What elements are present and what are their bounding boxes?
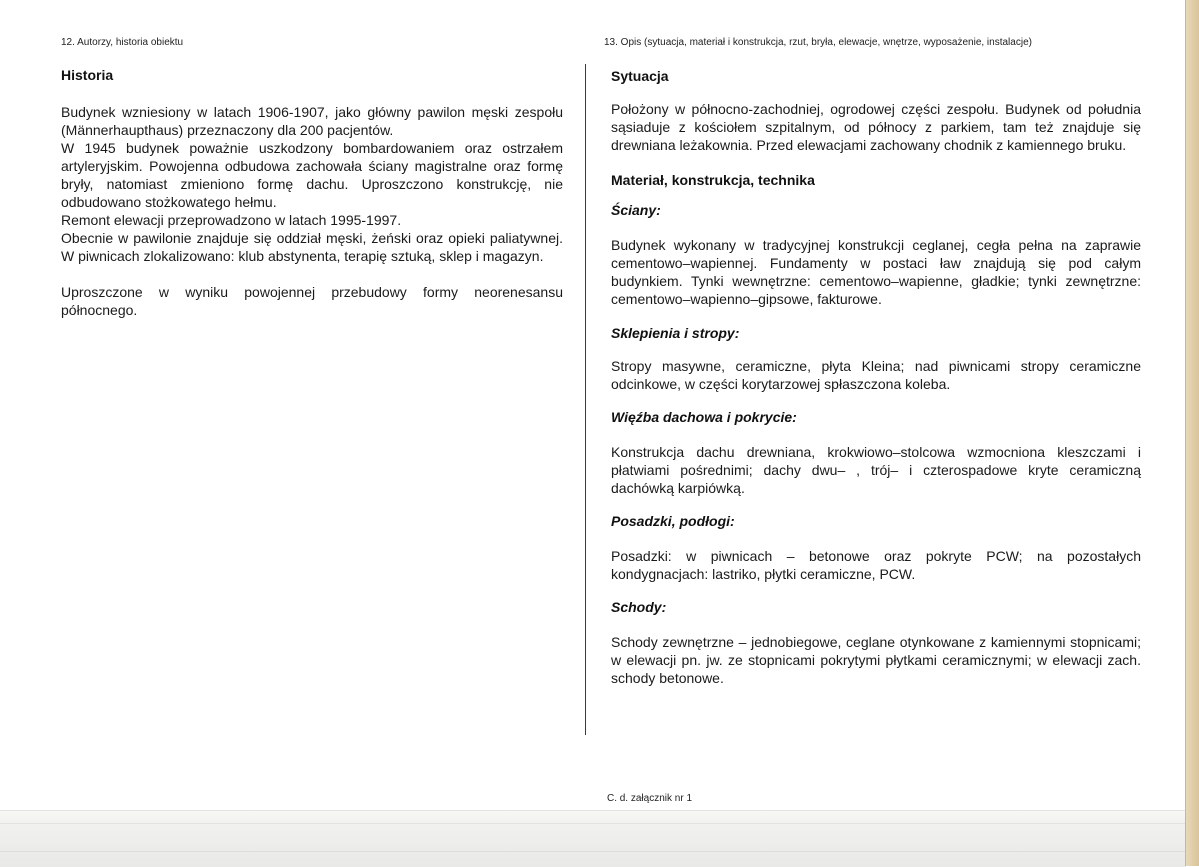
history-paragraph-2: W 1945 budynek poważnie uszkodzony bombardowaniem oraz ostrzałem artyleryjskim. Powojenna odbudowa zachowała ściany magistralne oraz formę bryły, natomiast zmieniono formę dachu. Uproszczono konstrukcję, nie odbudowano stożkowatego hełmu. <box>61 140 563 210</box>
paper-right-edge <box>1185 0 1199 866</box>
posadzki-text: Posadzki: w piwnicach – betonowe oraz pokryte PCW; na pozostałych kondygnacjach: lastriko, płytki ceramiczne, PCW. <box>611 548 1141 582</box>
section-12-label: 12. Autorzy, historia obiektu <box>61 37 184 48</box>
wiezba-text: Konstrukcja dachu drewniana, krokwiowo–stolcowa wzmocniona kleszczami i płatwiami pośrednimi; dachy dwu– , trój– i czterospadowe kryte ceramiczną dachówką karpiówką. <box>611 444 1141 496</box>
sytuacja-text: Położony w północno-zachodniej, ogrodowej części zespołu. Budynek od południa sąsiaduje z kościołem szpitalnym, od północy z parkiem, tam też znajduje się drewniana leżakownia. Przed elewacjami zachowany chodnik z kamiennego bruku. <box>611 101 1141 153</box>
column-divider <box>585 64 586 735</box>
schody-text: Schody zewnętrzne – jednobiegowe, ceglane otynkowane z kamiennymi stopnicami; w elewacji pn. jw. ze stopnicami pokrytymi płytkami ceramicznymi; w elewacji zach. schody betonowe. <box>611 634 1141 686</box>
sytuacja-heading: Sytuacja <box>611 68 669 84</box>
history-paragraph-3: Remont elewacji przeprowadzono w latach 1995-1997. <box>61 212 402 228</box>
edge-line <box>0 823 1186 824</box>
footer-note: C. d. załącznik nr 1 <box>606 793 693 804</box>
section-13-label: 13. Opis (sytuacja, materiał i konstrukcja, rzut, bryła, elewacje, wnętrze, wyposażenie, instalacje) <box>604 37 1032 48</box>
history-paragraph-1: Budynek wzniesiony w latach 1906-1907, jako główny pawilon męski zespołu (Männerhaupthaus) przeznaczony dla 200 pacjentów. <box>61 104 563 138</box>
description-column <box>604 36 1141 687</box>
sklepienia-text: Stropy masywne, ceramiczne, płyta Kleina; nad piwnicami stropy ceramiczne odcinkowe, w części korytarzowej spłaszczona koleba. <box>611 358 1141 392</box>
footer-note-wrapper <box>0 793 1199 804</box>
page-bottom-edge <box>0 810 1186 867</box>
history-paragraph-5: Uproszczone w wyniku powojennej przebudowy formy neorenesansu północnego. <box>61 284 563 318</box>
sciany-heading: Ściany: <box>611 202 661 218</box>
sklepienia-heading: Sklepienia i stropy: <box>611 325 740 341</box>
sciany-text: Budynek wykonany w tradycyjnej konstrukcji ceglanej, cegła pełna na zaprawie cementowo–wapiennej. Fundamenty w postaci ław znajdują się pod całym budynkiem. Tynki wewnętrzne: cementowo–wapienne, gładkie; tynki zewnętrzne: cementowo–wapienno–gipsowe, fakturowe. <box>611 237 1141 307</box>
material-heading: Materiał, konstrukcja, technika <box>611 172 815 188</box>
history-heading: Historia <box>61 67 114 83</box>
edge-line <box>0 851 1186 852</box>
wiezba-heading: Więźba dachowa i pokrycie: <box>611 409 797 425</box>
history-paragraph-4: Obecnie w pawilonie znajduje się oddział męski, żeński oraz opieki paliatywnej. W piwnicach zlokalizowano: klub abstynenta, terapię sztuką, sklep i magazyn. <box>61 230 563 264</box>
history-column <box>61 36 563 319</box>
schody-heading: Schody: <box>611 599 667 615</box>
posadzki-heading: Posadzki, podłogi: <box>611 513 735 529</box>
